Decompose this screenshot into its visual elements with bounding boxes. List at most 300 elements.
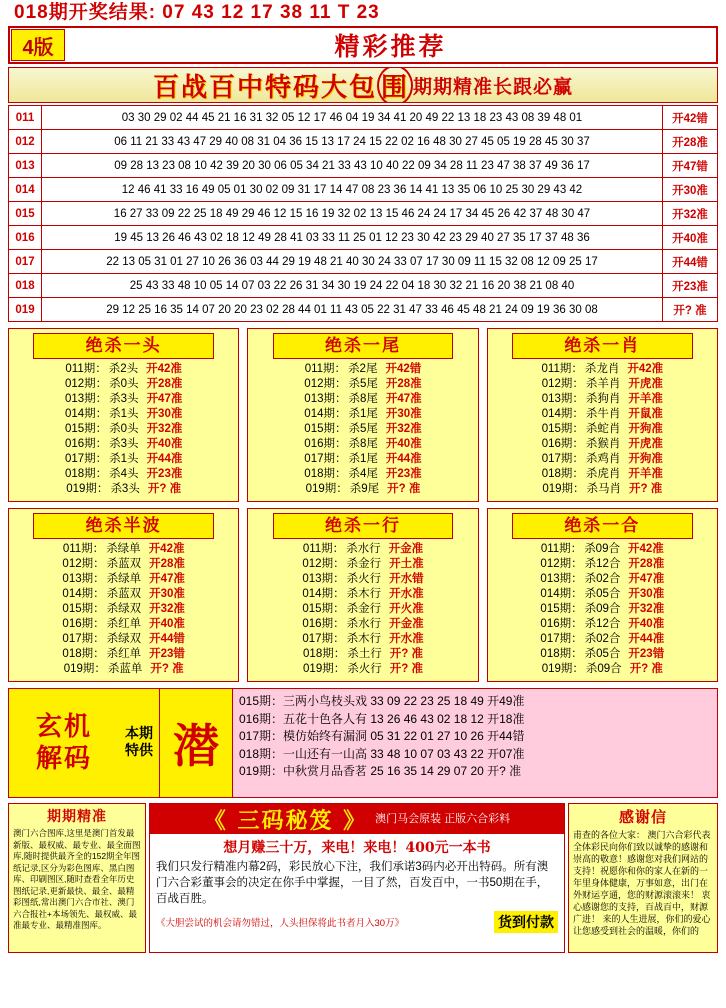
forecast-table xyxy=(8,105,718,322)
item-pick: 杀水行 xyxy=(346,543,381,555)
list-item: 019期：中秋赏月品香茗 25 16 35 14 29 07 20 开? 准 xyxy=(239,764,522,778)
list-item xyxy=(488,632,717,647)
item-result: 开虎准 xyxy=(628,378,663,390)
item-period: 016期： xyxy=(62,618,105,630)
list-item xyxy=(9,602,238,617)
card-title: 绝杀一合 xyxy=(512,513,693,539)
row-period: 014 xyxy=(9,178,42,202)
panel2-banner-title: 《 三码秘笈 》 xyxy=(203,807,368,834)
card-title: 绝杀一头 xyxy=(33,333,214,359)
item-result: 开23准 xyxy=(385,468,422,480)
item-result: 开44准 xyxy=(628,633,665,645)
row-numbers: 22 13 05 31 01 27 10 26 36 03 44 29 19 48 21 40 30 24 33 07 17 30 09 11 15 32 08 12 09 25 17 xyxy=(42,250,663,274)
list-item xyxy=(9,362,238,377)
row-numbers: 06 11 21 33 43 47 29 40 08 31 04 36 15 13 17 24 15 22 02 16 48 30 27 45 05 19 28 45 30 37 xyxy=(42,130,663,154)
item-period: 016期： xyxy=(540,618,583,630)
list-item xyxy=(488,407,717,422)
item-period: 011期： xyxy=(540,543,583,555)
panel-thank-you-letter xyxy=(568,803,718,953)
list-item xyxy=(248,557,477,572)
list-item xyxy=(9,632,238,647)
title-band xyxy=(8,26,718,64)
row-numbers: 25 43 33 48 10 05 14 07 03 22 26 31 34 30 19 24 22 04 18 30 32 21 16 20 38 21 08 40 xyxy=(42,274,663,298)
row-result: 开44错 xyxy=(663,250,718,274)
item-period: 019期： xyxy=(66,483,109,495)
list-item xyxy=(248,482,477,497)
list-item xyxy=(248,437,477,452)
item-pick: 杀牛肖 xyxy=(585,408,621,420)
item-period: 018期： xyxy=(541,468,584,480)
xuanji-lines xyxy=(233,689,717,797)
item-period: 017期： xyxy=(64,453,108,465)
item-pick: 杀09合 xyxy=(584,603,621,615)
list-item xyxy=(248,572,477,587)
item-result: 开? 准 xyxy=(387,483,421,495)
row-numbers: 29 12 25 16 35 14 07 20 20 23 02 28 44 01 11 43 05 22 31 47 33 46 45 48 21 24 09 19 36 30 08 xyxy=(42,298,663,322)
item-result: 开狗准 xyxy=(628,453,663,465)
row-result: 开40准 xyxy=(663,226,718,250)
item-period: 014期： xyxy=(540,588,583,600)
row-result: 开47错 xyxy=(663,154,718,178)
item-pick: 杀木行 xyxy=(346,633,382,645)
item-result: 开28准 xyxy=(385,378,422,390)
item-result: 开42准 xyxy=(146,363,182,375)
list-item xyxy=(9,482,238,497)
item-period: 018期： xyxy=(303,648,346,660)
panel-sanma-miji xyxy=(149,803,565,953)
table-row xyxy=(9,274,718,298)
item-period: 014期： xyxy=(62,588,105,600)
xuanji-subheading xyxy=(119,689,159,797)
item-pick: 杀金行 xyxy=(346,603,382,615)
list-item xyxy=(248,617,477,632)
item-period: 016期： xyxy=(64,438,108,450)
list-item xyxy=(9,557,238,572)
row-numbers: 03 30 29 02 44 45 21 16 31 32 05 12 17 46 04 19 34 41 20 49 22 13 18 23 43 08 39 48 01 xyxy=(42,106,663,130)
item-pick: 杀火行 xyxy=(346,573,382,585)
item-period: 013期： xyxy=(541,393,584,405)
list-item xyxy=(488,437,717,452)
forecast-table-body xyxy=(9,106,718,322)
list-item xyxy=(9,467,238,482)
panel2-footer xyxy=(150,909,564,933)
item-result: 开47准 xyxy=(628,573,665,585)
item-pick: 杀火行 xyxy=(347,663,382,675)
item-pick: 杀蓝双 xyxy=(106,558,142,570)
item-period: 018期： xyxy=(304,468,347,480)
list-item xyxy=(9,437,238,452)
panel-qiqi-jingzhun xyxy=(8,803,146,953)
list-item xyxy=(488,647,717,662)
item-pick: 杀马肖 xyxy=(586,483,622,495)
list-item xyxy=(9,377,238,392)
item-pick: 杀4头 xyxy=(109,468,139,480)
panel2-banner xyxy=(150,804,564,834)
item-pick: 杀5尾 xyxy=(348,378,378,390)
list-item xyxy=(248,407,477,422)
item-period: 013期： xyxy=(304,393,347,405)
list-item xyxy=(248,362,477,377)
item-result: 开42错 xyxy=(385,363,422,375)
list-item: 018期：一山还有一山高 33 48 10 07 03 43 22 开07准 xyxy=(239,746,525,761)
card-sha-yi-he xyxy=(487,508,718,682)
item-result: 开狗准 xyxy=(628,423,663,435)
item-result: 开32准 xyxy=(385,423,422,435)
item-result: 开42准 xyxy=(148,543,185,555)
item-pick: 杀水行 xyxy=(346,618,382,630)
item-pick: 杀龙肖 xyxy=(584,363,620,375)
table-row xyxy=(9,202,718,226)
xuanji-sub-line1: 本期 xyxy=(125,726,153,742)
item-result: 开47准 xyxy=(146,393,183,405)
table-row xyxy=(9,178,718,202)
panel2-warning: 《大胆尝试的机会请勿错过，人头担保将此书者月入30万》 xyxy=(156,918,405,929)
item-result: 开47准 xyxy=(385,393,422,405)
list-item xyxy=(488,572,717,587)
item-result: 开44准 xyxy=(385,453,422,465)
page-title: 精彩推荐 xyxy=(334,32,447,61)
row-period: 019 xyxy=(9,298,42,322)
item-period: 018期： xyxy=(540,648,583,660)
item-result: 开? 准 xyxy=(150,663,184,675)
item-pick: 杀绿双 xyxy=(106,633,142,645)
item-pick: 杀1尾 xyxy=(348,408,378,420)
item-period: 019期： xyxy=(541,663,584,675)
draw-result-line: 018期开奖结果: 07 43 12 17 38 11 T 23 xyxy=(14,2,380,23)
item-result: 开水准 xyxy=(389,588,424,600)
item-period: 016期： xyxy=(302,618,345,630)
xuanji-heading-line1: 玄机 xyxy=(35,712,92,742)
item-pick: 杀02合 xyxy=(584,573,621,585)
table-row xyxy=(9,130,718,154)
list-item xyxy=(9,392,238,407)
item-pick: 杀蓝双 xyxy=(106,588,142,600)
item-result: 开虎准 xyxy=(628,438,663,450)
item-pick: 杀5尾 xyxy=(348,423,378,435)
item-pick: 杀3头 xyxy=(110,483,140,495)
item-pick: 杀3头 xyxy=(109,393,139,405)
list-item xyxy=(248,542,477,557)
item-result: 开40准 xyxy=(146,438,183,450)
list-item xyxy=(248,392,477,407)
item-period: 014期： xyxy=(541,408,584,420)
item-period: 015期： xyxy=(62,603,105,615)
item-period: 018期： xyxy=(62,648,105,660)
item-pick: 杀红单 xyxy=(106,648,142,660)
item-pick: 杀4尾 xyxy=(348,468,378,480)
item-period: 015期： xyxy=(64,423,108,435)
item-period: 011期： xyxy=(304,363,347,375)
item-result: 开47准 xyxy=(149,573,185,585)
xuanji-character: 潜 xyxy=(173,719,219,773)
item-pick: 杀12合 xyxy=(584,558,621,570)
item-period: 019期： xyxy=(303,663,346,675)
xuanji-section xyxy=(8,688,718,798)
item-pick: 杀05合 xyxy=(584,588,621,600)
item-pick: 杀0头 xyxy=(109,378,139,390)
list-item xyxy=(9,647,238,662)
item-result: 开30准 xyxy=(385,408,422,420)
list-item xyxy=(248,377,477,392)
list-item xyxy=(488,602,717,617)
card-sha-yi-hang xyxy=(247,508,478,682)
item-result: 开金准 xyxy=(389,618,424,630)
bottom-panels xyxy=(8,803,718,953)
item-pick: 杀绿单 xyxy=(106,543,141,555)
item-pick: 杀绿双 xyxy=(106,603,142,615)
row-numbers: 09 28 13 23 08 10 42 39 20 30 06 05 34 21 33 43 10 40 22 09 34 28 11 23 47 38 37 49 36 17 xyxy=(42,154,663,178)
item-pick: 杀02合 xyxy=(584,633,621,645)
edition-badge: 4版 xyxy=(11,29,65,61)
list-item xyxy=(488,452,717,467)
row-numbers: 16 27 33 09 22 25 18 49 29 46 12 15 16 19 32 02 13 15 46 24 24 17 34 45 26 42 37 48 30 47 xyxy=(42,202,663,226)
promo-banner-main: 百战百中特码大包 xyxy=(152,72,377,103)
item-result: 开32准 xyxy=(146,423,183,435)
item-pick: 杀红单 xyxy=(106,618,142,630)
item-period: 014期： xyxy=(302,588,345,600)
item-result: 开44错 xyxy=(149,633,185,645)
item-period: 019期： xyxy=(305,483,348,495)
item-result: 开羊准 xyxy=(628,393,663,405)
row-numbers: 19 45 13 26 46 43 02 18 12 49 28 41 03 33 11 25 01 12 23 30 42 23 29 40 27 35 17 37 48 36 xyxy=(42,226,663,250)
xuanji-heading-line2: 解码 xyxy=(35,744,92,774)
card-sha-ban-bo xyxy=(8,508,239,682)
card-title: 绝杀一肖 xyxy=(512,333,693,359)
item-period: 012期： xyxy=(62,558,105,570)
item-result: 开28准 xyxy=(146,378,183,390)
row-period: 016 xyxy=(9,226,42,250)
item-result: 开40准 xyxy=(385,438,422,450)
item-pick: 杀0头 xyxy=(109,423,139,435)
row-result: 开? 准 xyxy=(663,298,718,322)
card-title: 绝杀半波 xyxy=(33,513,214,539)
item-period: 012期： xyxy=(64,378,108,390)
item-period: 011期： xyxy=(62,543,105,555)
item-pick: 杀猴肖 xyxy=(585,438,621,450)
list-item xyxy=(488,392,717,407)
row-result: 开30准 xyxy=(663,178,718,202)
row-result: 开28准 xyxy=(663,130,718,154)
table-row xyxy=(9,298,718,322)
item-period: 017期： xyxy=(304,453,347,465)
promo-banner-sub: 期期精准长跟必赢 xyxy=(413,75,574,98)
list-item xyxy=(9,542,238,557)
row-period: 017 xyxy=(9,250,42,274)
promo-banner-circle: 围 xyxy=(377,67,413,103)
item-result: 开44准 xyxy=(146,453,183,465)
row-period: 015 xyxy=(9,202,42,226)
list-item xyxy=(488,587,717,602)
item-result: 开鼠准 xyxy=(628,408,663,420)
item-result: 开40准 xyxy=(628,618,665,630)
list-item xyxy=(488,617,717,632)
item-pick: 杀2尾 xyxy=(348,363,378,375)
list-item xyxy=(248,467,477,482)
item-result: 开? 准 xyxy=(389,663,423,675)
item-pick: 杀绿单 xyxy=(106,573,142,585)
table-row xyxy=(9,250,718,274)
table-row xyxy=(9,226,718,250)
xuanji-heading xyxy=(9,689,119,797)
table-row xyxy=(9,106,718,130)
item-result: 开? 准 xyxy=(629,663,663,675)
list-item xyxy=(9,587,238,602)
item-pick: 杀羊肖 xyxy=(585,378,621,390)
item-result: 开23错 xyxy=(149,648,185,660)
item-result: 开羊准 xyxy=(628,468,663,480)
item-result: 开? 准 xyxy=(629,483,663,495)
item-result: 开金准 xyxy=(388,543,424,555)
list-item xyxy=(248,662,477,677)
item-result: 开30准 xyxy=(628,588,665,600)
card-title: 绝杀一行 xyxy=(273,513,454,539)
table-row xyxy=(9,154,718,178)
item-result: 开32准 xyxy=(628,603,665,615)
item-period: 015期： xyxy=(302,603,345,615)
item-result: 开? 准 xyxy=(389,648,423,660)
item-pick: 杀9尾 xyxy=(349,483,380,495)
item-result: 开水错 xyxy=(389,573,424,585)
item-period: 014期： xyxy=(64,408,108,420)
item-period: 012期： xyxy=(540,558,583,570)
item-period: 015期： xyxy=(541,423,584,435)
list-item xyxy=(248,602,477,617)
item-pick: 杀1头 xyxy=(109,453,139,465)
item-result: 开水准 xyxy=(389,633,424,645)
list-item xyxy=(248,647,477,662)
item-period: 016期： xyxy=(541,438,584,450)
panel2-subtitle: 想月赚三十万，来电！来电！400元一本书 xyxy=(223,840,491,856)
panel1-heading: 期期精准 xyxy=(47,809,107,825)
list-item xyxy=(488,377,717,392)
list-item xyxy=(9,572,238,587)
item-period: 015期： xyxy=(540,603,583,615)
item-result: 开土准 xyxy=(389,558,424,570)
item-period: 017期： xyxy=(541,453,584,465)
card-title: 绝杀一尾 xyxy=(273,333,454,359)
card-sha-yi-xiao xyxy=(487,328,718,502)
list-item xyxy=(488,467,717,482)
item-pick: 杀狗肖 xyxy=(585,393,621,405)
item-result: 开28准 xyxy=(628,558,665,570)
list-item xyxy=(488,662,717,677)
item-pick: 杀12合 xyxy=(584,618,621,630)
row-result: 开42错 xyxy=(663,106,718,130)
list-item xyxy=(488,557,717,572)
xuanji-sub-line2: 特供 xyxy=(125,743,153,759)
item-period: 017期： xyxy=(302,633,345,645)
item-pick: 杀8尾 xyxy=(348,393,378,405)
list-item xyxy=(9,407,238,422)
item-period: 017期： xyxy=(62,633,105,645)
item-pick: 杀土行 xyxy=(347,648,382,660)
list-item xyxy=(488,482,717,497)
row-numbers: 12 46 41 33 16 49 05 01 30 02 09 31 17 14 47 08 23 36 14 41 13 35 06 10 25 30 29 43 42 xyxy=(42,178,663,202)
item-period: 012期： xyxy=(541,378,584,390)
card-sha-yi-wei xyxy=(247,328,478,502)
row-period: 011 xyxy=(9,106,42,130)
list-item xyxy=(9,452,238,467)
item-result: 开32准 xyxy=(149,603,185,615)
item-period: 019期： xyxy=(542,483,585,495)
item-pick: 杀1头 xyxy=(109,408,139,420)
list-item xyxy=(9,617,238,632)
item-pick: 杀鸡肖 xyxy=(585,453,621,465)
item-result: 开? 准 xyxy=(147,483,182,495)
item-period: 012期： xyxy=(302,558,345,570)
item-period: 011期： xyxy=(541,363,583,375)
list-item: 017期：模仿始终有漏洞 05 31 22 01 27 10 26 开44错 xyxy=(239,729,525,743)
item-pick: 杀金行 xyxy=(346,558,382,570)
panel1-text: 澳门六合图库,这里是澳门首发最新版、最权威、最专业、最全面图库,随时提供最齐全的152期全年图纸记录,区分为彩色图库、黑白图库、印刷图区,随时查看全年历史图纸记录,更新最快、最全、最精彩图纸,常出澳门六合市社、澳门六合报社+本场领先、最权威、最准最专业、最精准图库。 xyxy=(13,828,141,930)
item-period: 015期： xyxy=(304,423,347,435)
item-pick: 杀木行 xyxy=(346,588,382,600)
panel3-text: 甫查的各位大家： 澳门六合彩代表全体彩民向你们致以诚挚的感谢和崇高的敬意！感谢您对我们网站的支持！祝愿你和你的家人在新的一年里身体健康，万事如意，出门在外财运亨通，您的财源滚滚来！ 衷心感谢您的支持，百战百中，财源广进！ 来的人生进展，你们的爱心让您感受到社会的温暖，你们的 xyxy=(573,830,711,936)
list-item xyxy=(248,452,477,467)
panel2-banner-side: 澳门马会原装 正版六合彩料 xyxy=(375,812,511,825)
item-period: 013期： xyxy=(302,573,345,585)
item-pick: 杀虎肖 xyxy=(585,468,621,480)
item-period: 012期： xyxy=(304,378,347,390)
row-period: 013 xyxy=(9,154,42,178)
item-period: 014期： xyxy=(304,408,347,420)
item-pick: 杀09合 xyxy=(584,543,620,555)
item-period: 019期： xyxy=(63,663,106,675)
list-item xyxy=(488,542,717,557)
row-period: 012 xyxy=(9,130,42,154)
list-item xyxy=(248,587,477,602)
list-item: 015期：三两小鸟枝头戏 33 09 22 23 25 18 49 开49准 xyxy=(239,694,525,708)
prediction-cards xyxy=(8,328,718,682)
item-result: 开28准 xyxy=(149,558,185,570)
list-item xyxy=(9,422,238,437)
row-period: 018 xyxy=(9,274,42,298)
item-period: 013期： xyxy=(64,393,108,405)
panel3-heading: 感谢信 xyxy=(618,808,667,826)
list-item xyxy=(248,632,477,647)
list-item xyxy=(248,422,477,437)
item-result: 开42准 xyxy=(627,543,664,555)
list-item xyxy=(488,362,717,377)
panel2-body: 我们只发行精准内幕2码，彩民放心下注，我们承诺3码内必开出特码。所有澳门六合彩董事会的决定在你手中掌握，一目了然，百发百中，一书50期在手，百战百胜。 xyxy=(156,861,549,905)
item-result: 开23准 xyxy=(146,468,183,480)
item-pick: 杀3头 xyxy=(109,438,139,450)
item-pick: 杀09合 xyxy=(585,663,622,675)
list-item xyxy=(9,662,238,677)
item-result: 开40准 xyxy=(149,618,185,630)
xuanji-character-box xyxy=(159,689,233,797)
item-period: 013期： xyxy=(62,573,105,585)
item-period: 011期： xyxy=(302,543,345,555)
promo-banner xyxy=(8,67,718,103)
list-item: 016期：五花十色各人有 13 26 46 43 02 18 12 开18准 xyxy=(239,711,525,726)
item-period: 018期： xyxy=(64,468,108,480)
item-pick: 杀8尾 xyxy=(348,438,378,450)
row-result: 开32准 xyxy=(663,202,718,226)
item-pick: 杀蛇肖 xyxy=(585,423,621,435)
card-sha-yi-tou xyxy=(8,328,239,502)
item-period: 011期： xyxy=(65,363,107,375)
item-result: 开30准 xyxy=(146,408,183,420)
list-item xyxy=(488,422,717,437)
item-pick: 杀1尾 xyxy=(348,453,378,465)
item-pick: 杀蓝单 xyxy=(107,663,143,675)
item-result: 开火准 xyxy=(389,603,424,615)
item-result: 开23错 xyxy=(628,648,665,660)
panel2-payment-badge: 货到付款 xyxy=(494,911,558,933)
item-result: 开42准 xyxy=(627,363,664,375)
row-result: 开23准 xyxy=(663,274,718,298)
